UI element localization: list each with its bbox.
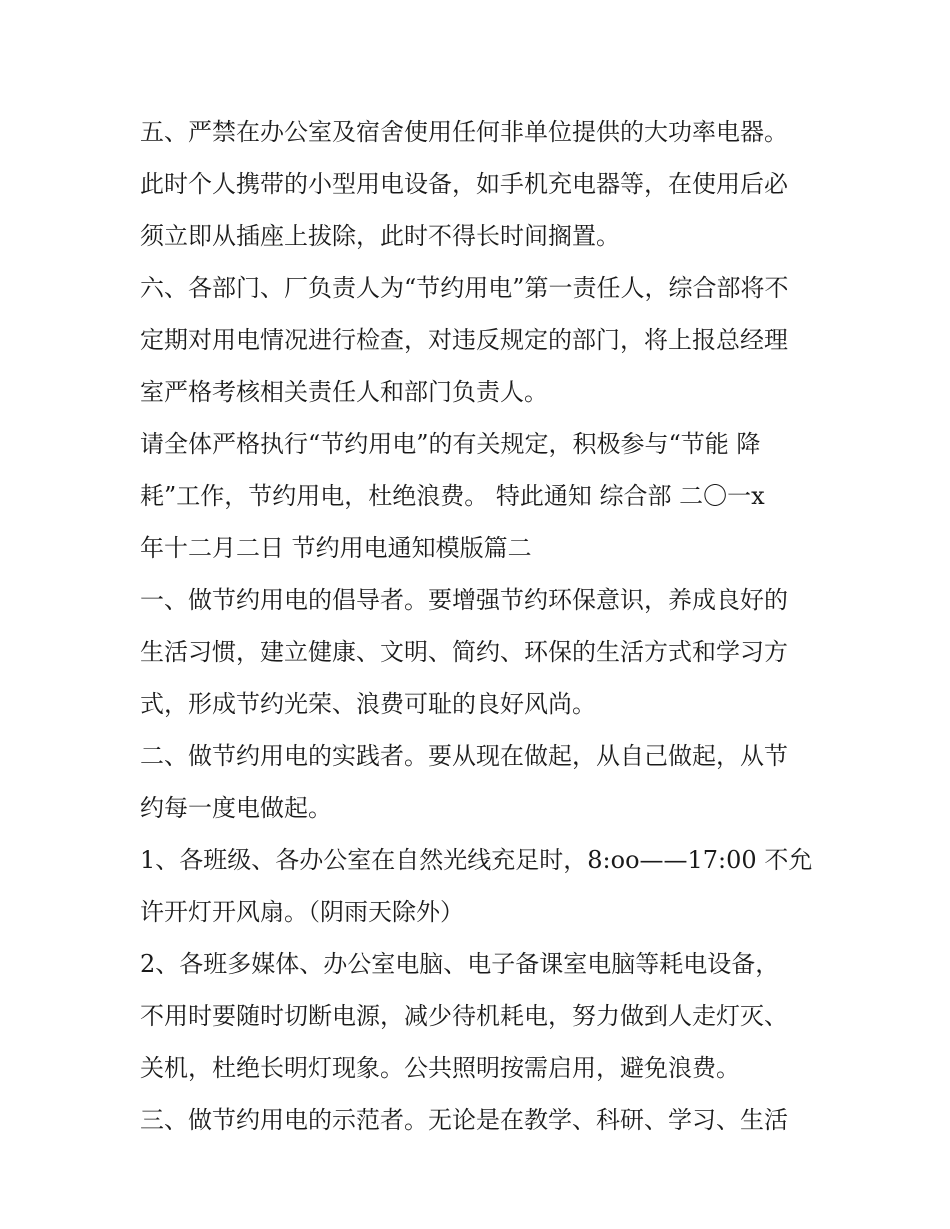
text-line: 室严格考核相关责任人和部门负责人。 — [140, 378, 548, 406]
text-line: 年十二月二日 节约用电通知模版篇二 — [140, 534, 532, 562]
text-line: 定期对用电情况进行检查，对违反规定的部门，将上报总经理 — [140, 326, 788, 354]
document-body — [140, 106, 820, 1146]
text-line: 关机，杜绝长明灯现象。公共照明按需启用，避免浪费。 — [140, 1054, 740, 1082]
text-line: 五、严禁在办公室及宿舍使用任何非单位提供的大功率电器。 — [140, 118, 788, 146]
text-line: 二、做节约用电的实践者。要从现在做起，从自己做起，从节 — [140, 742, 788, 770]
text-line: 式，形成节约光荣、浪费可耻的良好风尚。 — [140, 690, 596, 718]
text-line: 三、做节约用电的示范者。无论是在教学、科研、学习、生活 — [140, 1106, 788, 1134]
text-line: 六、各部门、厂负责人为“节约用电”第一责任人，综合部将不 — [140, 274, 789, 302]
text-line: 须立即从插座上拔除，此时不得长时间搁置。 — [140, 222, 620, 250]
text-line: 1、各班级、各办公室在自然光线充足时，8:oo——17:00 不允 — [140, 846, 813, 874]
text-line: 请全体严格执行“节约用电”的有关规定，积极参与“节能 降 — [140, 430, 761, 458]
text-line: 许开灯开风扇。（阴雨天除外） — [140, 898, 464, 926]
text-line: 2、各班多媒体、办公室电脑、电子备课室电脑等耗电设备， — [140, 950, 780, 978]
text-line: 生活习惯，建立健康、文明、简约、环保的生活方式和学习方 — [140, 638, 788, 666]
text-line: 一、做节约用电的倡导者。要增强节约环保意识，养成良好的 — [140, 586, 788, 614]
text-line: 此时个人携带的小型用电设备，如手机充电器等，在使用后必 — [140, 170, 788, 198]
text-line: 约每一度电做起。 — [140, 794, 332, 822]
text-line: 耗”工作，节约用电，杜绝浪费。 特此通知 综合部 二〇一x — [140, 482, 765, 510]
text-line: 不用时要随时切断电源，减少待机耗电，努力做到人走灯灭、 — [140, 1002, 788, 1030]
